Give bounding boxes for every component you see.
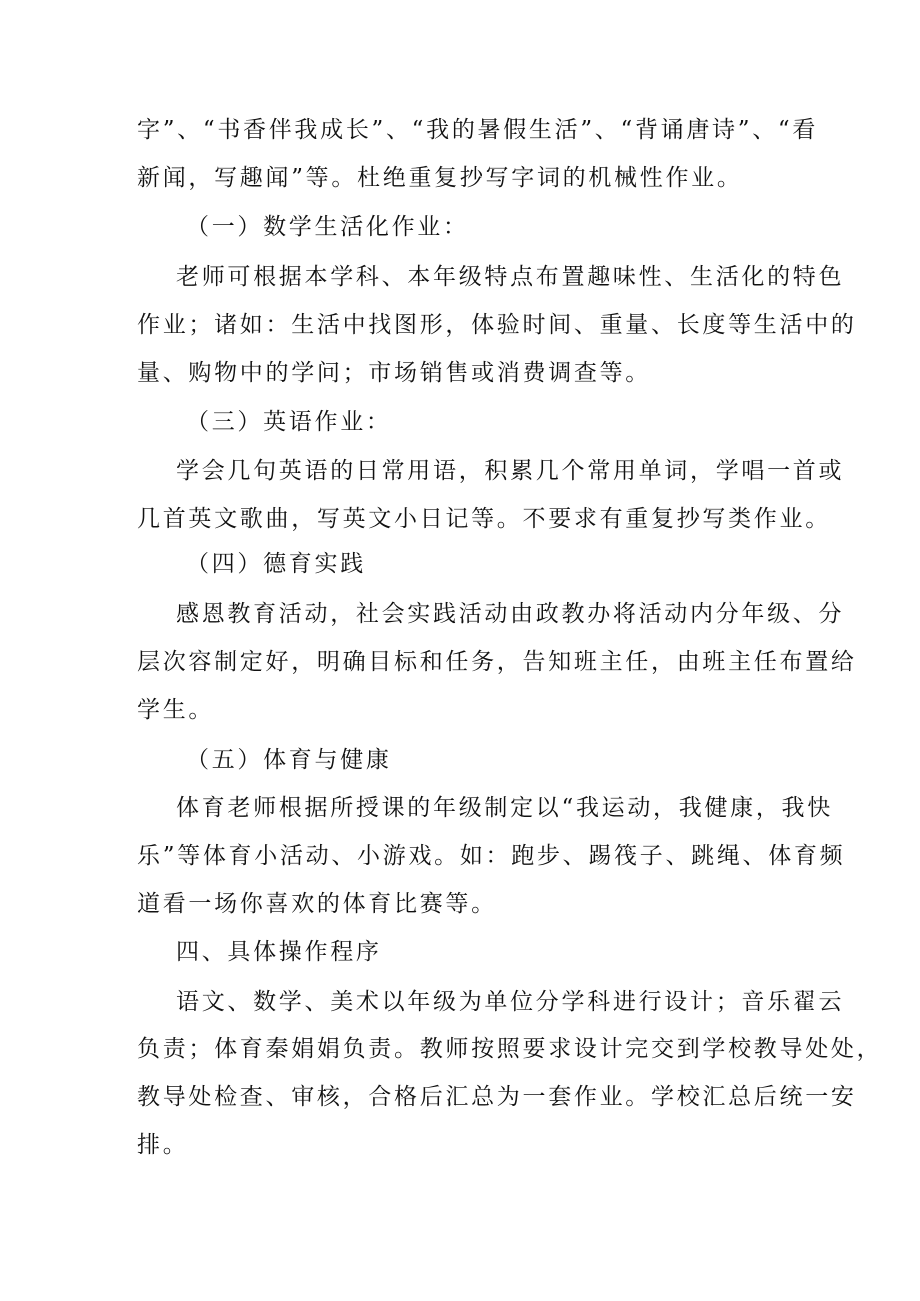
paragraph-line: 新闻，写趣闻”等。杜绝重复抄写字词的机械性作业。 (137, 165, 743, 191)
paragraph-line: 学生。 (137, 697, 215, 723)
paragraph-line: 乐”等体育小活动、小游戏。如：跑步、踢筏子、跳绳、体育频 (137, 843, 846, 869)
paragraph-line: 教导处检查、审核，合格后汇总为一套作业。学校汇总后统一安 (137, 1084, 857, 1110)
section-heading: （四）德育实践 (186, 551, 366, 577)
section-heading: （三）英语作业： (186, 409, 392, 435)
paragraph-line: 排。 (137, 1132, 189, 1158)
paragraph-line: 层次容制定好，明确目标和任务，告知班主任，由班主任布置给 (137, 649, 857, 675)
paragraph-line: 体育老师根据所授课的年级制定以“我运动，我健康，我快 (176, 795, 833, 821)
paragraph-line: 学会几句英语的日常用语，积累几个常用单词，学唱一首或 (176, 458, 845, 484)
paragraph-line: 语文、数学、美术以年级为单位分学科进行设计；音乐翟云 (176, 989, 845, 1015)
paragraph-line: 作业；诸如：生活中找图形，体验时间、重量、长度等生活中的 (137, 312, 857, 338)
section-heading: （一）数学生活化作业： (186, 214, 469, 240)
paragraph-line: 字”、“书香伴我成长”、“我的暑假生活”、“背诵唐诗”、“看 (137, 117, 819, 143)
section-heading: 四、具体操作程序 (176, 939, 382, 965)
paragraph-line: 老师可根据本学科、本年级特点布置趣味性、生活化的特色 (176, 264, 845, 290)
paragraph-line: 道看一场你喜欢的体育比赛等。 (137, 891, 497, 917)
paragraph-line: 几首英文歌曲，写英文小日记等。不要求有重复抄写类作业。 (137, 506, 831, 532)
section-heading: （五）体育与健康 (186, 747, 392, 773)
paragraph-line: 量、购物中的学问；市场销售或消费调查等。 (137, 360, 651, 386)
paragraph-line: 感恩教育活动，社会实践活动由政教办将活动内分年级、分 (176, 601, 845, 627)
paragraph-line: 负责；体育秦娟娟负责。教师按照要求设计完交到学校教导处处， (137, 1036, 883, 1062)
